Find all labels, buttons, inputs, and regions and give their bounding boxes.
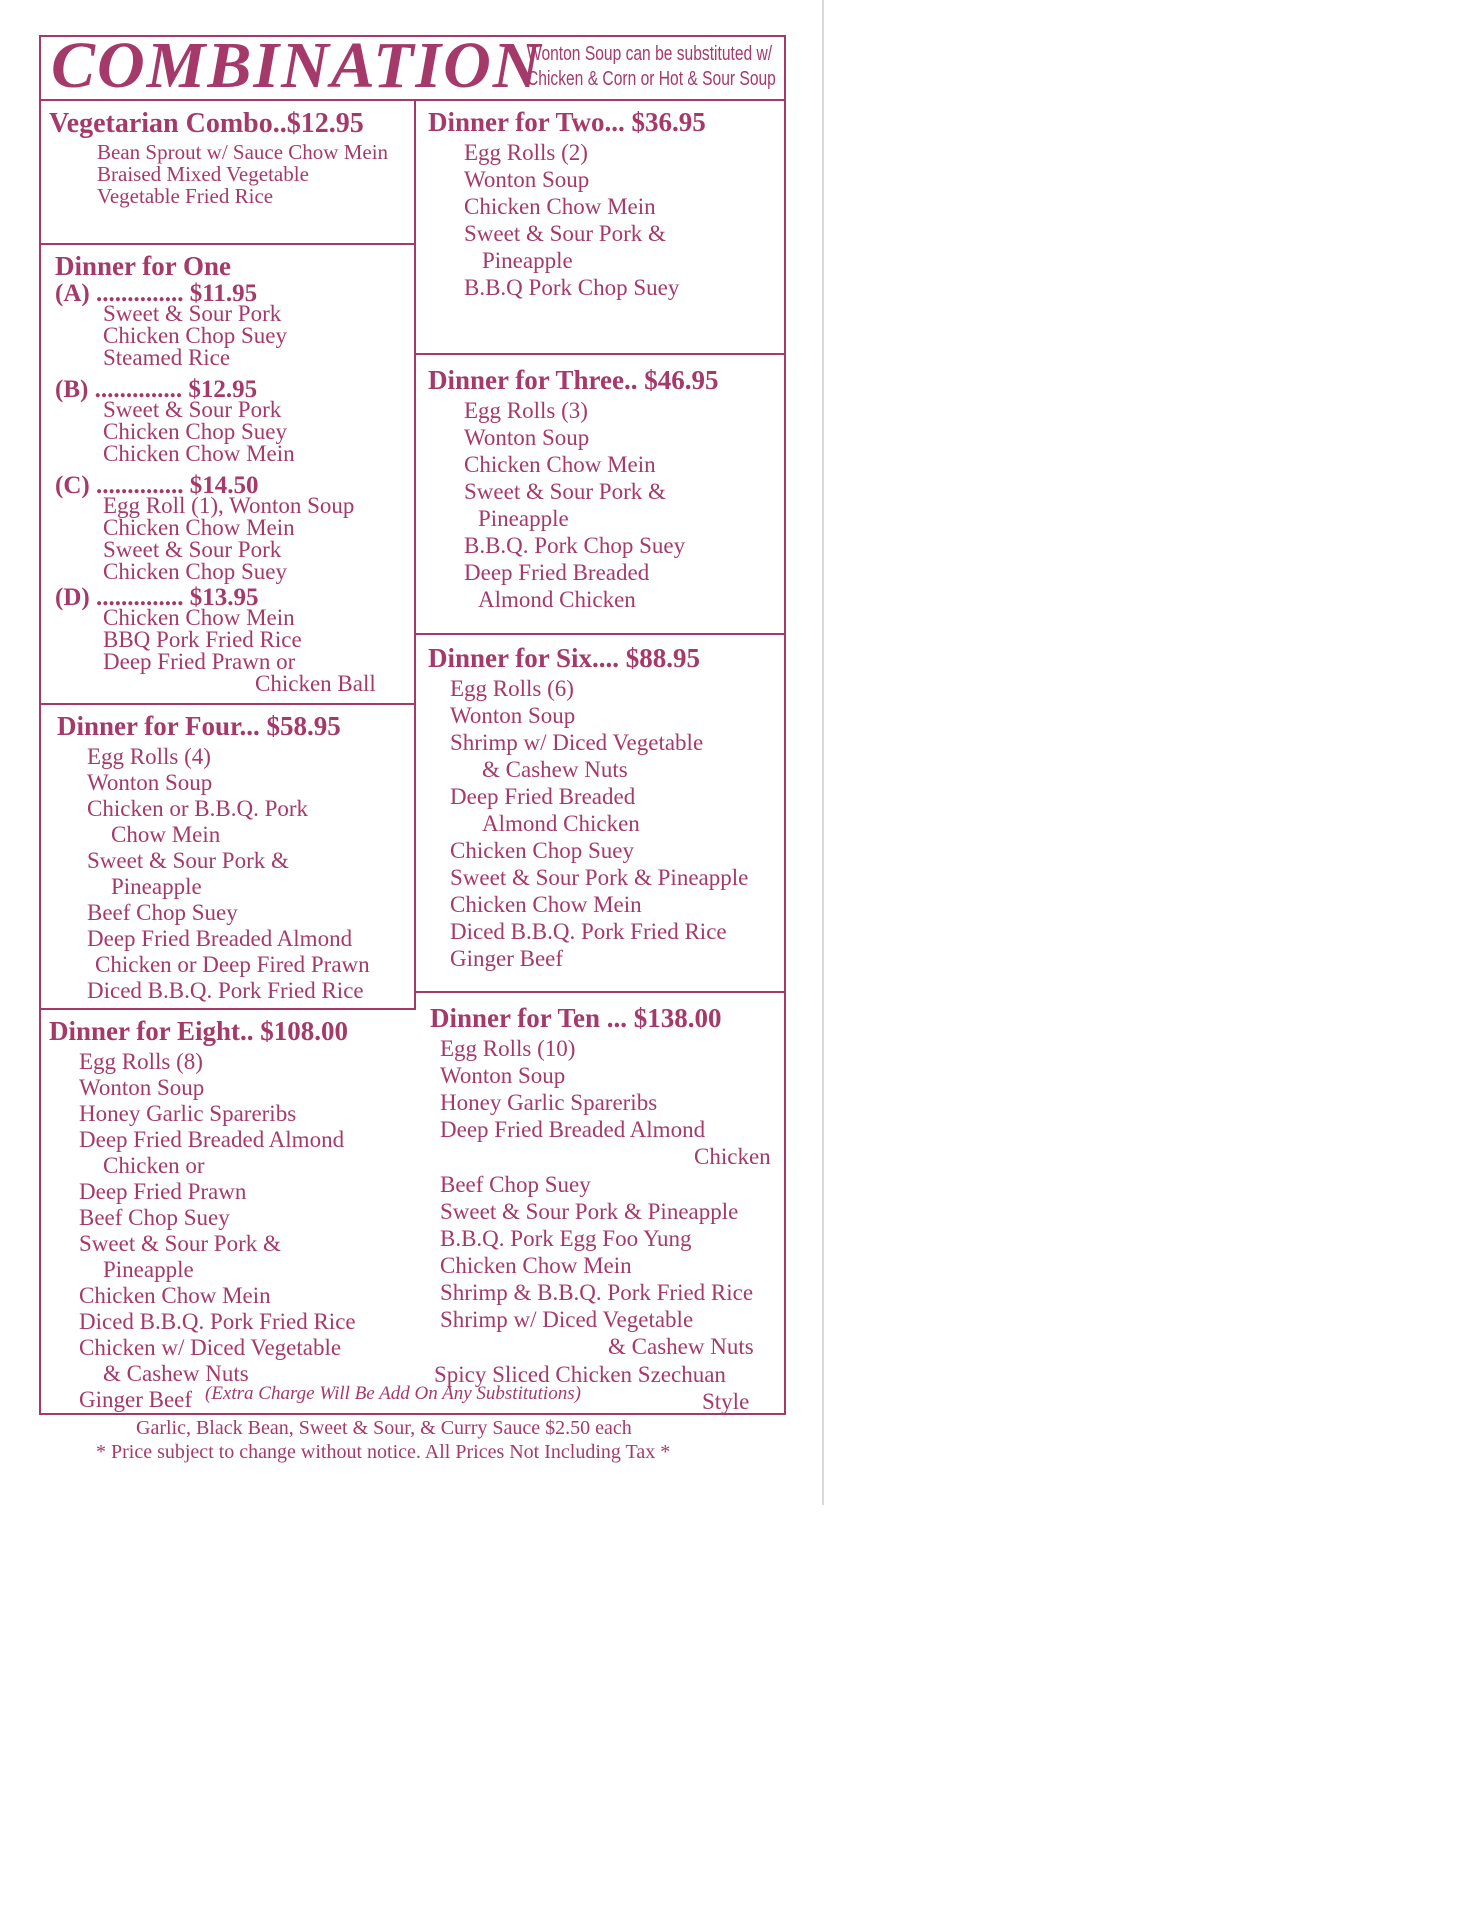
list-item: Deep Fried Breaded Almond bbox=[440, 1117, 706, 1142]
list-item: Bean Sprout w/ Sauce Chow Mein bbox=[97, 140, 389, 164]
list-item: Beef Chop Suey bbox=[87, 900, 238, 925]
dinner-for-three-heading: Dinner for Three.. $46.95 bbox=[428, 365, 719, 395]
list-item: Wonton Soup bbox=[87, 770, 213, 795]
list-item: Diced B.B.Q. Pork Fried Rice bbox=[87, 978, 364, 1003]
list-item: Egg Rolls (2) bbox=[464, 140, 588, 165]
dinner-for-eight-heading: Dinner for Eight.. $108.00 bbox=[49, 1016, 349, 1046]
list-item: Deep Fried Breaded bbox=[464, 560, 650, 585]
list-item: Egg Rolls (8) bbox=[79, 1049, 203, 1074]
list-item: Chicken or bbox=[103, 1153, 205, 1178]
combination-menu bbox=[39, 29, 786, 1415]
list-item: Chow Mein bbox=[111, 822, 221, 847]
list-item: Chicken Chop Suey bbox=[103, 323, 287, 348]
list-item: Almond Chicken bbox=[482, 811, 640, 836]
list-item: Sweet & Sour Pork bbox=[103, 301, 282, 326]
list-item: BBQ Pork Fried Rice bbox=[103, 627, 302, 652]
list-item: Chicken Ball bbox=[255, 671, 376, 696]
list-item: Sweet & Sour Pork & Pineapple bbox=[440, 1199, 739, 1224]
vegetarian-combo-heading: Vegetarian Combo..$12.95 bbox=[49, 108, 364, 139]
list-item: Pineapple bbox=[482, 248, 573, 273]
list-item: Steamed Rice bbox=[103, 345, 231, 370]
dinner-for-ten-box bbox=[416, 993, 784, 1413]
menu-header bbox=[41, 29, 784, 102]
list-item: Chicken Chow Mein bbox=[440, 1253, 632, 1278]
list-item: Pineapple bbox=[478, 506, 569, 531]
list-item: Sweet & Sour Pork & bbox=[464, 479, 666, 504]
list-item: Sweet & Sour Pork & bbox=[464, 221, 666, 246]
option-b-price: (B) .............. $12.95 bbox=[55, 376, 258, 403]
price-disclaimer: * Price subject to change without notice. All Prices Not Including Tax * bbox=[96, 1441, 671, 1463]
list-item: Wonton Soup bbox=[79, 1075, 205, 1100]
list-item: Chicken Chop Suey bbox=[450, 838, 634, 863]
menu-title: COMBINATION bbox=[51, 29, 543, 102]
vegetarian-combo-box bbox=[41, 99, 416, 245]
list-item: Chicken Chow Mein bbox=[79, 1283, 271, 1308]
list-item: Deep Fried Breaded bbox=[450, 784, 636, 809]
option-c-price: (C) .............. $14.50 bbox=[55, 472, 259, 499]
list-item: Egg Rolls (3) bbox=[464, 398, 588, 423]
list-item: Egg Rolls (6) bbox=[450, 676, 574, 701]
dinner-for-two-heading: Dinner for Two... $36.95 bbox=[428, 107, 706, 137]
list-item: Honey Garlic Spareribs bbox=[79, 1101, 297, 1126]
list-item: Deep Fried Breaded Almond bbox=[87, 926, 353, 951]
option-d-price: (D) .............. $13.95 bbox=[55, 584, 259, 611]
sauce-price-note: Garlic, Black Bean, Sweet & Sour, & Curry Sauce $2.50 each bbox=[136, 1417, 632, 1439]
dinner-for-one-box bbox=[41, 245, 416, 705]
list-item: Chicken Chow Mein bbox=[464, 452, 656, 477]
option-a-price: (A) .............. $11.95 bbox=[55, 280, 258, 307]
list-item: Chicken w/ Diced Vegetable bbox=[79, 1335, 342, 1360]
dinner-for-three-box bbox=[416, 355, 784, 635]
dinner-for-four-heading: Dinner for Four... $58.95 bbox=[57, 711, 341, 741]
list-item: Chicken Chow Mein bbox=[103, 515, 295, 540]
list-item: Sweet & Sour Pork bbox=[103, 397, 282, 422]
list-item: Chicken or B.B.Q. Pork bbox=[87, 796, 309, 821]
list-item: Deep Fried Prawn or bbox=[103, 649, 296, 674]
dinner-for-six-box bbox=[416, 635, 784, 993]
list-item: Chicken Chop Suey bbox=[103, 559, 287, 584]
list-item: B.B.Q. Pork Chop Suey bbox=[464, 533, 686, 558]
list-item: Sweet & Sour Pork & Pineapple bbox=[450, 865, 749, 890]
dinner-for-two-box bbox=[416, 99, 784, 355]
list-item: Diced B.B.Q. Pork Fried Rice bbox=[79, 1309, 356, 1334]
list-item: Chicken Chop Suey bbox=[103, 419, 287, 444]
list-item: Braised Mixed Vegetable bbox=[97, 162, 309, 186]
list-item: & Cashew Nuts bbox=[482, 757, 628, 782]
list-item: Wonton Soup bbox=[464, 167, 590, 192]
list-item: Pineapple bbox=[111, 874, 202, 899]
list-item: Egg Roll (1), Wonton Soup bbox=[103, 493, 355, 518]
list-item: Wonton Soup bbox=[440, 1063, 566, 1088]
list-item: Almond Chicken bbox=[478, 587, 636, 612]
list-item: Chicken or Deep Fired Prawn bbox=[95, 952, 370, 977]
list-item: Vegetable Fried Rice bbox=[97, 184, 274, 208]
list-item: Egg Rolls (10) bbox=[440, 1036, 576, 1061]
list-item: Shrimp w/ Diced Vegetable bbox=[440, 1307, 694, 1332]
list-item: Deep Fried Prawn bbox=[79, 1179, 247, 1204]
list-item: B.B.Q Pork Chop Suey bbox=[464, 275, 680, 300]
list-item: Shrimp & B.B.Q. Pork Fried Rice bbox=[440, 1280, 754, 1305]
list-item: Egg Rolls (4) bbox=[87, 744, 211, 769]
substitution-note: (Extra Charge Will Be Add On Any Substitutions) bbox=[205, 1383, 581, 1404]
list-item: Diced B.B.Q. Pork Fried Rice bbox=[450, 919, 727, 944]
soup-substitution-note: Wonton Soup can be substituted w/ Chicken & Corn or Hot & Sour Soup bbox=[527, 43, 776, 90]
list-item: Chicken Chow Mein bbox=[450, 892, 642, 917]
list-item: Beef Chop Suey bbox=[79, 1205, 230, 1230]
list-item: Chicken Chow Mein bbox=[464, 194, 656, 219]
list-item: Shrimp w/ Diced Vegetable bbox=[450, 730, 704, 755]
list-item: Deep Fried Breaded Almond bbox=[79, 1127, 345, 1152]
list-item: Ginger Beef bbox=[79, 1387, 193, 1412]
list-item: Honey Garlic Spareribs bbox=[440, 1090, 658, 1115]
list-item: Wonton Soup bbox=[450, 703, 576, 728]
dinner-for-one-heading: Dinner for One bbox=[55, 251, 232, 281]
list-item: Wonton Soup bbox=[464, 425, 590, 450]
dinner-for-six-heading: Dinner for Six.... $88.95 bbox=[428, 643, 701, 673]
list-item: Pineapple bbox=[103, 1257, 194, 1282]
list-item: Sweet & Sour Pork bbox=[103, 537, 282, 562]
list-item: Style bbox=[702, 1389, 750, 1414]
list-item: Chicken bbox=[694, 1144, 771, 1169]
list-item: Sweet & Sour Pork & bbox=[87, 848, 289, 873]
list-item: Chicken Chow Mein bbox=[103, 605, 295, 630]
dinner-for-ten-heading: Dinner for Ten ... $138.00 bbox=[430, 1003, 722, 1033]
page-edge bbox=[822, 0, 824, 1505]
list-item: Sweet & Sour Pork & bbox=[79, 1231, 281, 1256]
list-item: Ginger Beef bbox=[450, 946, 564, 971]
list-item: & Cashew Nuts bbox=[608, 1334, 754, 1359]
list-item: B.B.Q. Pork Egg Foo Yung bbox=[440, 1226, 692, 1251]
list-item: Spicy Sliced Chicken Szechuan bbox=[434, 1362, 726, 1387]
dinner-for-eight-box bbox=[41, 1010, 416, 1413]
list-item: & Cashew Nuts bbox=[103, 1361, 249, 1386]
list-item: Beef Chop Suey bbox=[440, 1172, 591, 1197]
dinner-for-four-box bbox=[41, 705, 416, 1010]
list-item: Chicken Chow Mein bbox=[103, 441, 295, 466]
